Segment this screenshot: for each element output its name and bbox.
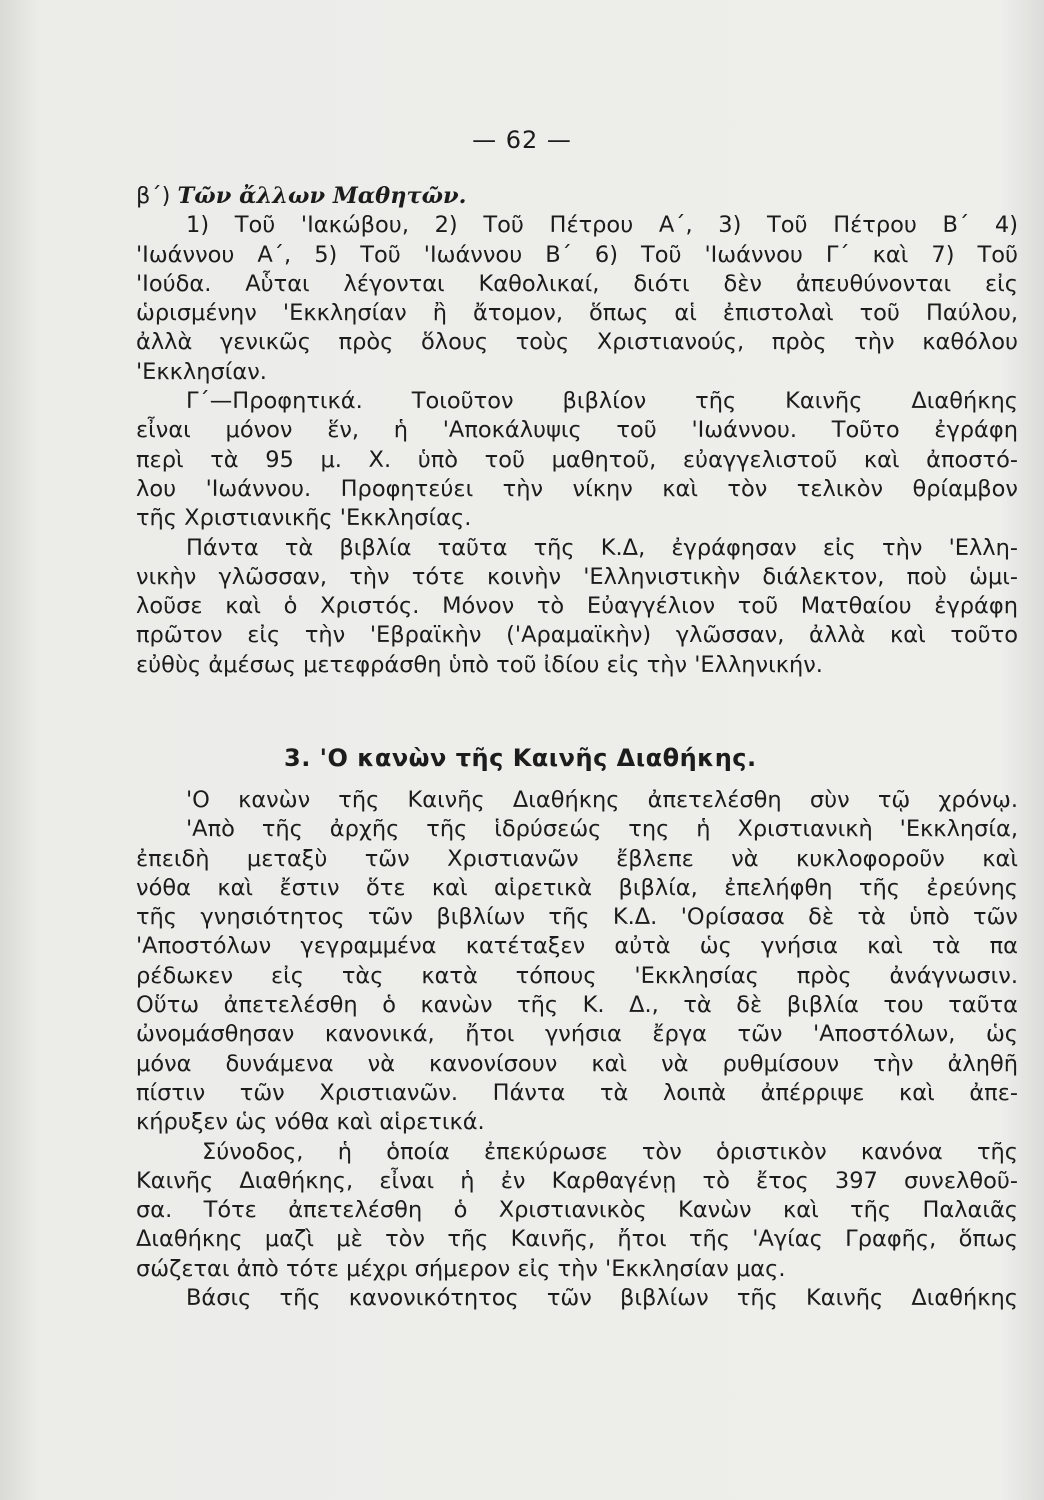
section-heading: 3. 'Ο κανὼν τῆς Καινῆς Διαθήκης. [284,744,757,772]
text-line: Βάσις τῆς κανονικότητος τῶν βιβλίων τῆς Καινῆς Διαθήκης [186,1285,1018,1312]
text-line: λοῦσε καὶ ὁ Χριστός. Μόνον τὸ Εὐαγγέλιον τοῦ Ματθαίου ἐγράφη [136,593,1018,620]
text-line: 'Απὸ τῆς ἀρχῆς τῆς ἱδρύσεώς της ἡ Χριστιανικὴ 'Εκκλησία, [186,816,1018,843]
text-line: ἀλλὰ γενικῶς πρὸς ὅλους τοὺς Χριστιανούς, πρὸς τὴν καθόλου [136,329,1018,356]
text-line: περὶ τὰ 95 μ. Χ. ὑπὸ τοῦ μαθητοῦ, εὐαγγελιστοῦ καὶ ἀποστό- [136,446,1018,473]
text-line: εὐθὺς ἀμέσως μετεφράσθη ὑπὸ τοῦ ἰδίου εἰς τὴν 'Ελληνικήν. [136,651,823,678]
text-line: Σύνοδος, ἡ ὁποία ἐπεκύρωσε τὸν ὁριστικὸν κανόνα τῆς [202,1138,1018,1165]
text-line: 'Εκκλησίαν. [136,358,267,385]
text-line: Διαθήκης μαζὶ μὲ τὸν τῆς Καινῆς, ἤτοι τῆς 'Αγίας Γραφῆς, ὅπως [136,1226,1018,1253]
text-line: νόθα καὶ ἔστιν ὅτε καὶ αἱρετικὰ βιβλία, ἐπελήφθη τῆς ἐρεύνης [136,874,1018,901]
text-line: 'Αποστόλων γεγραμμένα κατέταξεν αὐτὰ ὡς γνήσια καὶ τὰ πα [136,933,1018,960]
text-line: κήρυξεν ὡς νόθα καὶ αἱρετικά. [136,1109,485,1136]
text-line: εἶναι μόνον ἕν, ἡ 'Αποκάλυψις τοῦ 'Ιωάννου. Τοῦτο ἐγράφη [136,417,1018,444]
section-b-label: β΄) [136,183,171,209]
text-line: μόνα δυνάμενα νὰ κανονίσουν καὶ νὰ ρυθμίσουν τὴν ἀληθῆ [136,1050,1018,1077]
text-line: 1) Τοῦ 'Ιακώβου, 2) Τοῦ Πέτρου Α΄, 3) Τοῦ Πέτρου Β΄ 4) [186,212,1018,239]
text-line: ρέδωκεν εἰς τὰς κατὰ τόπους 'Εκκλησίας πρὸς ἀνάγνωσιν. [136,962,1018,989]
text-line: πρῶτον εἰς τὴν 'Εβραϊκὴν ('Αραμαϊκὴν) γλῶσσαν, ἀλλὰ καὶ τοῦτο [136,622,1018,649]
section-b-title: Τῶν ἄλλων Μαθητῶν. [177,183,467,209]
text-line: πίστιν τῶν Χριστιανῶν. Πάντα τὰ λοιπὰ ἀπέρριψε καὶ ἀπε- [136,1079,1018,1106]
section-b-heading [136,182,1018,211]
text-line: ἐπειδὴ μεταξὺ τῶν Χριστιανῶν ἔβλεπε νὰ κυκλοφοροῦν καὶ [136,845,1018,872]
text-line: Καινῆς Διαθήκης, εἶναι ἡ ἐν Καρθαγένῃ τὸ ἔτος 397 συνελθοῦ- [136,1167,1018,1194]
text-line: τῆς γνησιότητος τῶν βιβλίων τῆς Κ.Δ. 'Ορίσασα δὲ τὰ ὑπὸ τῶν [136,904,1018,931]
text-line: ὠνομάσθησαν κανονικά, ἤτοι γνήσια ἔργα τῶν 'Αποστόλων, ὡς [136,1021,1018,1048]
text-line: σώζεται ἀπὸ τότε μέχρι σήμερον εἰς τὴν 'Εκκλησίαν μας. [136,1255,786,1282]
text-line: 'Ο κανὼν τῆς Καινῆς Διαθήκης ἀπετελέσθη σὺν τῷ χρόνῳ. [186,787,1018,813]
text-line: Πάντα τὰ βιβλία ταῦτα τῆς Κ.Δ, ἐγράφησαν εἰς τὴν 'Ελλη- [186,534,1018,561]
page-number: — 62 — [472,126,572,154]
text-line: λου 'Ιωάννου. Προφητεύει τὴν νίκην καὶ τὸν τελικὸν θρίαμβον [136,475,1018,502]
text-line: νικὴν γλῶσσαν, τὴν τότε κοινὴν 'Ελληνιστικὴν διάλεκτον, ποὺ ὡμι- [136,563,1018,590]
text-line: τῆς Χριστιανικῆς 'Εκκλησίας. [136,505,472,532]
text-line: σα. Τότε ἀπετελέσθη ὁ Χριστιανικὸς Κανὼν καὶ τῆς Παλαιᾶς [136,1197,1018,1224]
text-line: Γ΄—Προφητικά. Τοιοῦτον βιβλίον τῆς Καινῆς Διαθήκης [186,388,1018,415]
body-text-bottom [136,786,1018,1313]
body-text-top [136,182,1018,680]
text-line: 'Ιούδα. Αὗται λέγονται Καθολικαί, διότι δὲν ἀπευθύνονται εἰς [136,270,1018,297]
text-line: Οὕτω ἀπετελέσθη ὁ κανὼν τῆς Κ. Δ., τὰ δὲ βιβλία του ταῦτα [136,992,1018,1019]
text-line: 'Ιωάννου Α΄, 5) Τοῦ 'Ιωάννου Β΄ 6) Τοῦ 'Ιωάννου Γ΄ καὶ 7) Τοῦ [136,241,1018,268]
text-line: ὡρισμένην 'Εκκλησίαν ἢ ἄτομον, ὅπως αἱ ἐπιστολαὶ τοῦ Παύλου, [136,300,1018,327]
